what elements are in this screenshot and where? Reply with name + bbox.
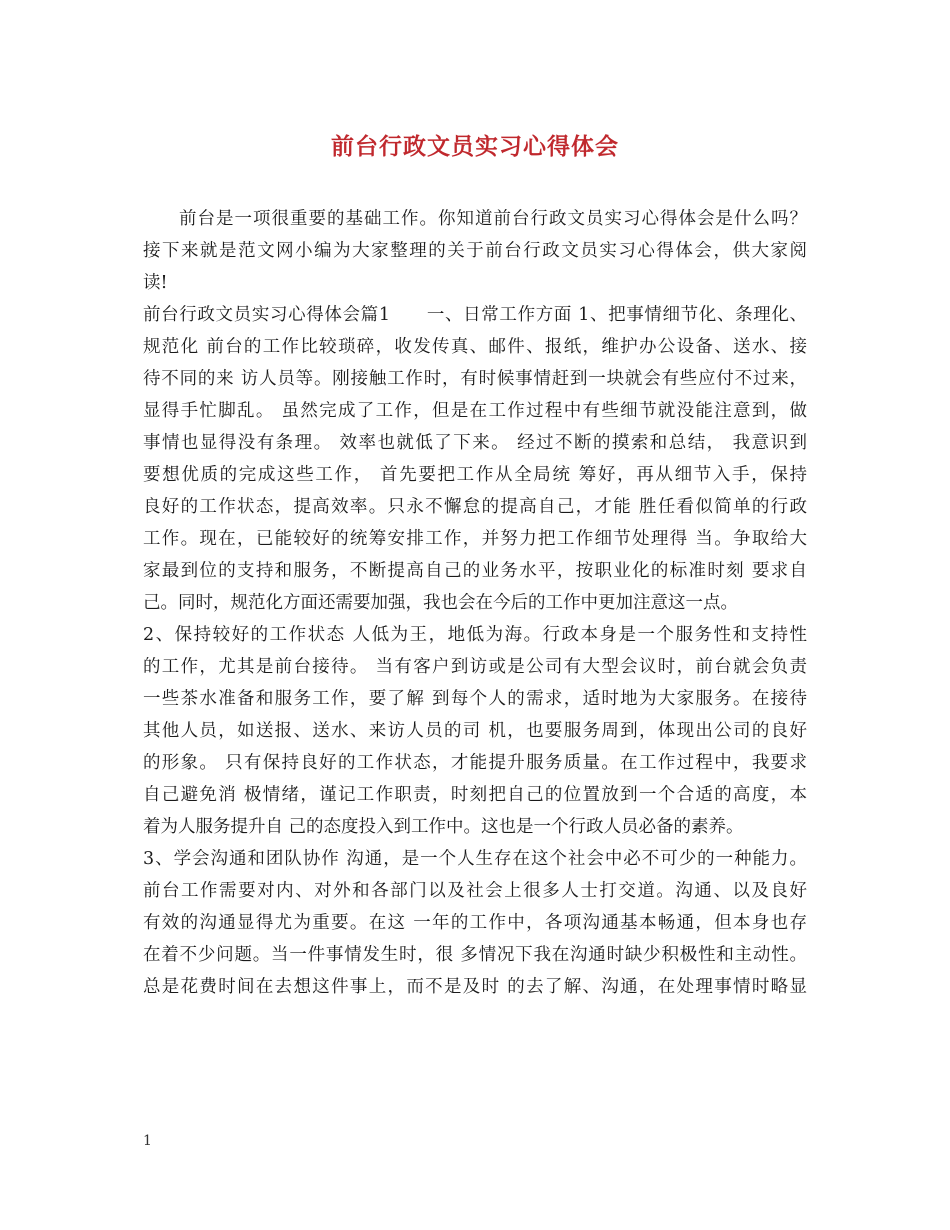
body-line: 前台工作需要对内、对外和各部门以及社会上很多人士打交道。沟通、以及良好	[143, 881, 807, 901]
body-line: 工作。现在，已能较好的统筹安排工作，并努力把工作细节处理得 当。争取给大	[143, 529, 807, 549]
body-line: 自己避免消 极情绪，谨记工作职责，时刻把自己的位置放到一个合适的高度，本	[143, 785, 807, 805]
body-line: 有效的沟通显得尤为重要。在这 一年的工作中，各项沟通基本畅通，但本身也存	[143, 913, 807, 933]
document-title: 前台行政文员实习心得体会	[331, 133, 619, 160]
body-line: 家最到位的支持和服务，不断提高自己的业务水平，按职业化的标准时刻 要求自	[143, 561, 807, 581]
body-line: 良好的工作状态，提高效率。只永不懈怠的提高自己，才能 胜任看似简单的行政	[143, 497, 807, 517]
body-line: 规范化 前台的工作比较琐碎，收发传真、邮件、报纸，维护办公设备、送水、接	[143, 337, 807, 357]
body-line: 的形象。 只有保持良好的工作状态，才能提升服务质量。在工作过程中，我要求	[143, 753, 807, 773]
body-line: 2、保持较好的工作状态 人低为王，地低为海。行政本身是一个服务性和支持性	[143, 625, 807, 645]
body-line: 读!	[143, 273, 168, 293]
body-line: 显得手忙脚乱。 虽然完成了工作，但是在工作过程中有些细节就没能注意到，做	[143, 401, 807, 421]
body-line: 总是花费时间在去想这件事上，而不是及时 的去了解、沟通，在处理事情时略显	[143, 977, 807, 997]
body-line: 接下来就是范文网小编为大家整理的关于前台行政文员实习心得体会，供大家阅	[143, 241, 807, 261]
body-line: 其他人员，如送报、送水、来访人员的司 机，也要服务周到，体现出公司的良好	[143, 721, 807, 741]
body-line: 3、学会沟通和团队协作 沟通，是一个人生存在这个社会中必不可少的一种能力。	[143, 849, 807, 869]
body-line: 着为人服务提升自 己的态度投入到工作中。这也是一个行政人员必备的素养。	[143, 817, 744, 837]
body-line: 要想优质的完成这些工作， 首先要把工作从全局统 筹好，再从细节入手，保持	[143, 465, 807, 485]
body-line: 事情也显得没有条理。 效率也就低了下来。 经过不断的摸索和总结， 我意识到	[143, 433, 807, 453]
page-number: 1	[143, 1133, 152, 1149]
body-line: 一些茶水准备和服务工作，要了解 到每个人的需求，适时地为大家服务。在接待	[143, 689, 807, 709]
body-line: 前台行政文员实习心得体会篇1 一、日常工作方面 1、把事情细节化、条理化、	[143, 305, 807, 325]
body-line: 在着不少问题。当一件事情发生时，很 多情况下我在沟通时缺少积极性和主动性。	[143, 945, 807, 965]
body-line: 前台是一项很重要的基础工作。你知道前台行政文员实习心得体会是什么吗？	[179, 209, 807, 229]
body-line: 的工作，尤其是前台接待。 当有客户到访或是公司有大型会议时，前台就会负责	[143, 657, 807, 677]
document-body	[143, 203, 807, 1003]
body-line: 待不同的来 访人员等。刚接触工作时，有时候事情赶到一块就会有些应付不过来，	[143, 369, 807, 389]
body-line: 己。同时，规范化方面还需要加强，我也会在今后的工作中更加注意这一点。	[143, 593, 738, 613]
